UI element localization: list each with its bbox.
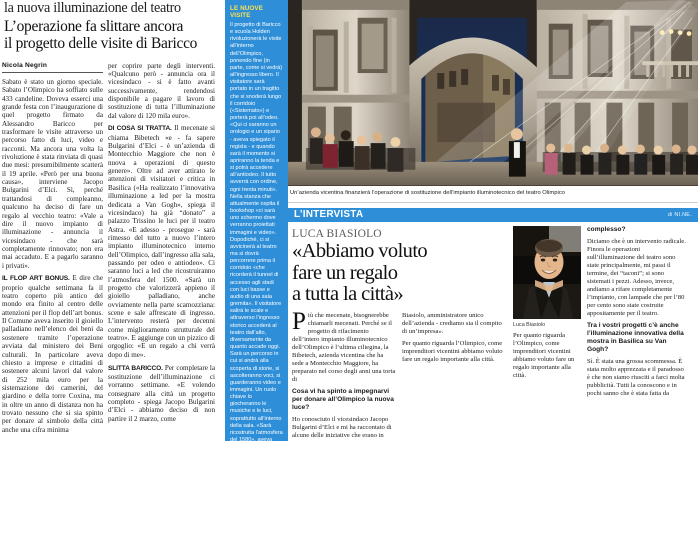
article-col1-p2 <box>2 274 103 434</box>
byline-wrap <box>2 62 108 439</box>
interview-answer-2: Sì. È stata una grossa scommessa. È stata molto apprezzata e il paradosso è che non siamo riusciti a farci molta pubblicità. Tutti la conoscono e in pochi sanno che è stata fatta da <box>587 358 685 398</box>
interview-intro-columns <box>292 307 507 444</box>
interview-intro-text: iù che mecenate, bisognerebbe chiamarli mecenati. Perché se il progetto di rifacimento dell’intero impianto illuminotecnico dell’Olimpico è l’ultima ciliegina, la Bibetech, azienda vicentina che ha sede a Montecchio Maggiore, ha preparato nel corso degli anni una torta di <box>292 311 396 383</box>
article-byline: Nicola Negrin <box>2 62 103 74</box>
interview-answer-3-lead: Per quanto riguarda l’Olimpico, come imprenditori vicentini abbiamo voluto fare un regalo importante alla città. <box>513 331 575 379</box>
article-col2-p2-text: Il mecenate si chiama Bibetech «e - fa sapere Bulgarini d’Elci - è un’azienda di Montecchio Maggiore che non è nuova a operazioni di questo genere». Oltre ad aver attirato le attenzioni di visitatori e critica in Basilica («Ha realizzato l’innovativa illuminazione a led per la mostra dedicata a Van Gogh», spiega il vicesindaco) ha già “donato” a palazzo Trissino le luci per il teatro Astra. «E adesso - prosegue - sarà rimesso del tutto a nuovo l’intero impianto illuminotecnico interno dell’Olimpico, dall’ingresso alla sala, passando per odeo e antiodeo». Ci saranno luci a led che ricostruiranno l’atmosfera del 1500. «Sarà un progetto che valorizzerà appieno il gioiello palladiano, anche ovviamente nella parte scamozziana: scene e sale affrescate di ingresso. L’intervento resterà per decenni come miglioramento strutturale del teatro». E aggiunge con un pizzico di orgoglio: «E un regalo a chi verrà dopo di me». <box>108 124 215 359</box>
interview-question-1: Cosa vi ha spinto a impegnarvi per donare all’Olimpico la nuova luce? <box>292 387 394 411</box>
luca-biasiolo-portrait-photo <box>513 226 581 319</box>
interview-question-0-tail: complesso? <box>587 226 626 234</box>
article-col2-p1: per coprire parte degli interventi. «Qualcuno però - annuncia ora il vicesindaco - si è fatto avanti successivamente, rendendosi disponibile a pagare il lavoro di sostituzione di tutta l’illuminazione dal valore di 120 mila euro». <box>108 61 215 120</box>
interview-quote-headline <box>292 241 507 306</box>
subhead-di-cosa-si-tratta: DI COSA SI TRATTA. <box>108 125 172 133</box>
headline-line-3: il progetto delle visite di Baricco <box>4 35 198 52</box>
interview-column-3 <box>587 226 687 441</box>
article-col1-p2-text: E dire che proprio qualche settimana fa il teatro coperto più antico del mondo era finito al centro delle attenzioni per il flop dell’art bonus. Il Comune aveva inserito il gioiello palladiano nell’elenco dei beni da sostenere tramite l’operazione avviata dal ministero dei Beni culturali. In particolare aveva chiesto a imprese e cittadini di sostenere alcuni lavori dal valore di 252 mila euro per la sistemazione dei camerini, del giardino e della torre Coxina, ma in oltre un anno di distanza non ha trovato nessuno che si sia spinto per donare al simbolo della città anche una cifra minima <box>2 274 104 434</box>
photo-caption: Un’azienda vicentina finanzierà l’operazione di sostituzione dell’impianto illuminotecnico del teatro Olimpico <box>288 186 698 203</box>
sidebar-le-nuove-visite <box>225 0 288 537</box>
interview-main <box>292 226 507 441</box>
interview-band-title: L’INTERVISTA <box>294 209 364 221</box>
headline-line-1: la nuova illuminazione del teatro <box>4 0 181 16</box>
interview-answer-0: Diciamo che è un intervento radicale. Finora le operazioni sull’illuminazione del teatro sono state principalmente, mi passi il termine, dei “taconi”; si sono sistemati i pezzi. Adesso, invece, andiamo a rifare completamente l’impianto, con lampade che per l’80 per cento sono state costruite appositamente per il teatro. <box>587 238 686 318</box>
sidebar-body-text: Il progetto di Baricco e scuola Holden rivoluzionerà le visite all’interno dell’Olimpico, ponendo fine (in parte, come si vedrà) all’ingresso libero. Il visitatore sarà portato in un tragitto che si snoderà lungo il corridoio («Sistemato») e porterà poi all’odeo. «Qui ci saranno un orologio e un sipario - aveva spiegato il regista - e quando sarà il momento si apriranno la tenda e si potrà accedere all’antiodeo. Il tutto avverrà con ordine, ogni trenta minuti». Nella stanza che attualmente ospita il bookshop «ci sarà uno schermo dove verranno proiettati immagini e video». Dopodiché, ci si avvicinerà al teatro ma si dovrà percorrere prima il corridoio «che ricorderà il tunnel di accesso agli stadi con luci basse e audio di una sala gremita». Il visitatore salirà le scale e attraverso l’ingresso storico accederà al teatro dall’alto, diversamente da quanto accade oggi. Sarà un percorso in cui si andrà alla scoperta di storie, si ascolteranno voci, si guarderanno video e immagini. Un ruolo chiave lo giocheranno le musiche e le luci, soprattutto all’interno della sala. «Sarà ricostruita l’atmosfera del 1580», aveva assicurato Alessandro Baricco. La Sovrintendenza ha posto alcune condizioni a proposito dell’illuminazione in particolare sulle posizioni dei «faretti che dovranno essere concordate. Si evidenziano, ha aggiunto, <box>230 22 283 537</box>
sidebar-heading: LE NUOVE VISITE <box>230 5 263 19</box>
interview-band <box>288 208 698 223</box>
main-article <box>0 0 225 441</box>
interview-answer-1: Ho conosciuto il vicesindaco Jacopo Bulgarini d’Elci e mi ha raccontato di alcune delle iniziative che erano in <box>292 415 392 439</box>
article-col2-p3-text: Per completare la sostituzione dell’illuminazione ci vorranno settimane. «E volendo consegnare alla città un progetto completo - spiega Jacopo Bulgarini d’Elci - abbiamo deciso di non partire il 2 marzo, come <box>108 363 215 423</box>
article-col2-p2 <box>108 124 215 359</box>
interview-body <box>288 222 698 441</box>
interview-subject-name: LUCA BIASIOLO <box>292 228 382 241</box>
teatro-olimpico-interior-photo <box>288 0 698 186</box>
quote-line-2: fare un regalo <box>292 261 398 284</box>
byline-row <box>2 62 221 439</box>
article-col1-p1: Sabato è stato un giorno speciale. Sabato l’Olimpico ha soffiato sulle 433 candeline. Doveva esserci una grande festa con l’inaugurazione di quel progetto firmato da Alessandro Baricco per trasformare le visite attraverso un percorso fatto di luci, video e racconti. Ma ancora una volta la rivoluzione è stata rinviata di quasi due mesi: presumibilmente scatterà il 19 aprile. «Però per una buona causa», interviene Jacopo Bulgarini d’Elci. Sì, perché trattandosi di compleanno, qualcuno ha deciso di fare un regalo al vecchio teatro: «Vale a dire il nuovo impianto di illuminazione - annuncia il vicesindaco - che sarà completamente rinnovato; non era mai accaduto. E a pagarlo saranno i privati». <box>2 78 103 270</box>
article-column-2 <box>108 62 215 428</box>
interview-answer-1b: Per quanto riguarda l’Olimpico, come imprenditori vicentini abbiamo voluto fare un regalo importante alla città. <box>402 339 503 363</box>
interview-question-2: Tra i vostri progetti c’è anche l’illuminazione innovativa della mostra in Basilica su Van Gogh? <box>587 322 684 354</box>
portrait-caption: Luca Biasiolo <box>513 321 546 328</box>
photo-artwork <box>288 0 698 186</box>
article-col2-p3 <box>108 364 215 423</box>
portrait-artwork <box>513 226 581 319</box>
interview-intro-text-b: Biasiolo, amministratore unico dell’azienda - crediamo sia il compito di un’impresa». <box>402 311 502 335</box>
subhead-slitta-baricco: SLITTA BARICCO. <box>108 364 163 372</box>
interview-band-author: di NI.NE. <box>667 211 692 218</box>
drop-cap: P <box>292 307 306 335</box>
quote-line-1: «Abbiamo voluto <box>292 240 428 263</box>
quote-line-3: a tutta la città» <box>292 283 404 306</box>
interview-intro-paragraph <box>292 307 396 384</box>
interview-portrait-block <box>513 226 581 441</box>
interview-intro-col-a <box>292 307 396 444</box>
headline-line-2: L’operazione fa slittare ancora <box>4 17 184 35</box>
subhead-flop-art-bonus: IL FLOP ART BONUS. <box>2 275 70 283</box>
article-headline <box>2 0 221 53</box>
right-section <box>288 0 700 441</box>
interview-intro-col-b <box>402 312 506 444</box>
